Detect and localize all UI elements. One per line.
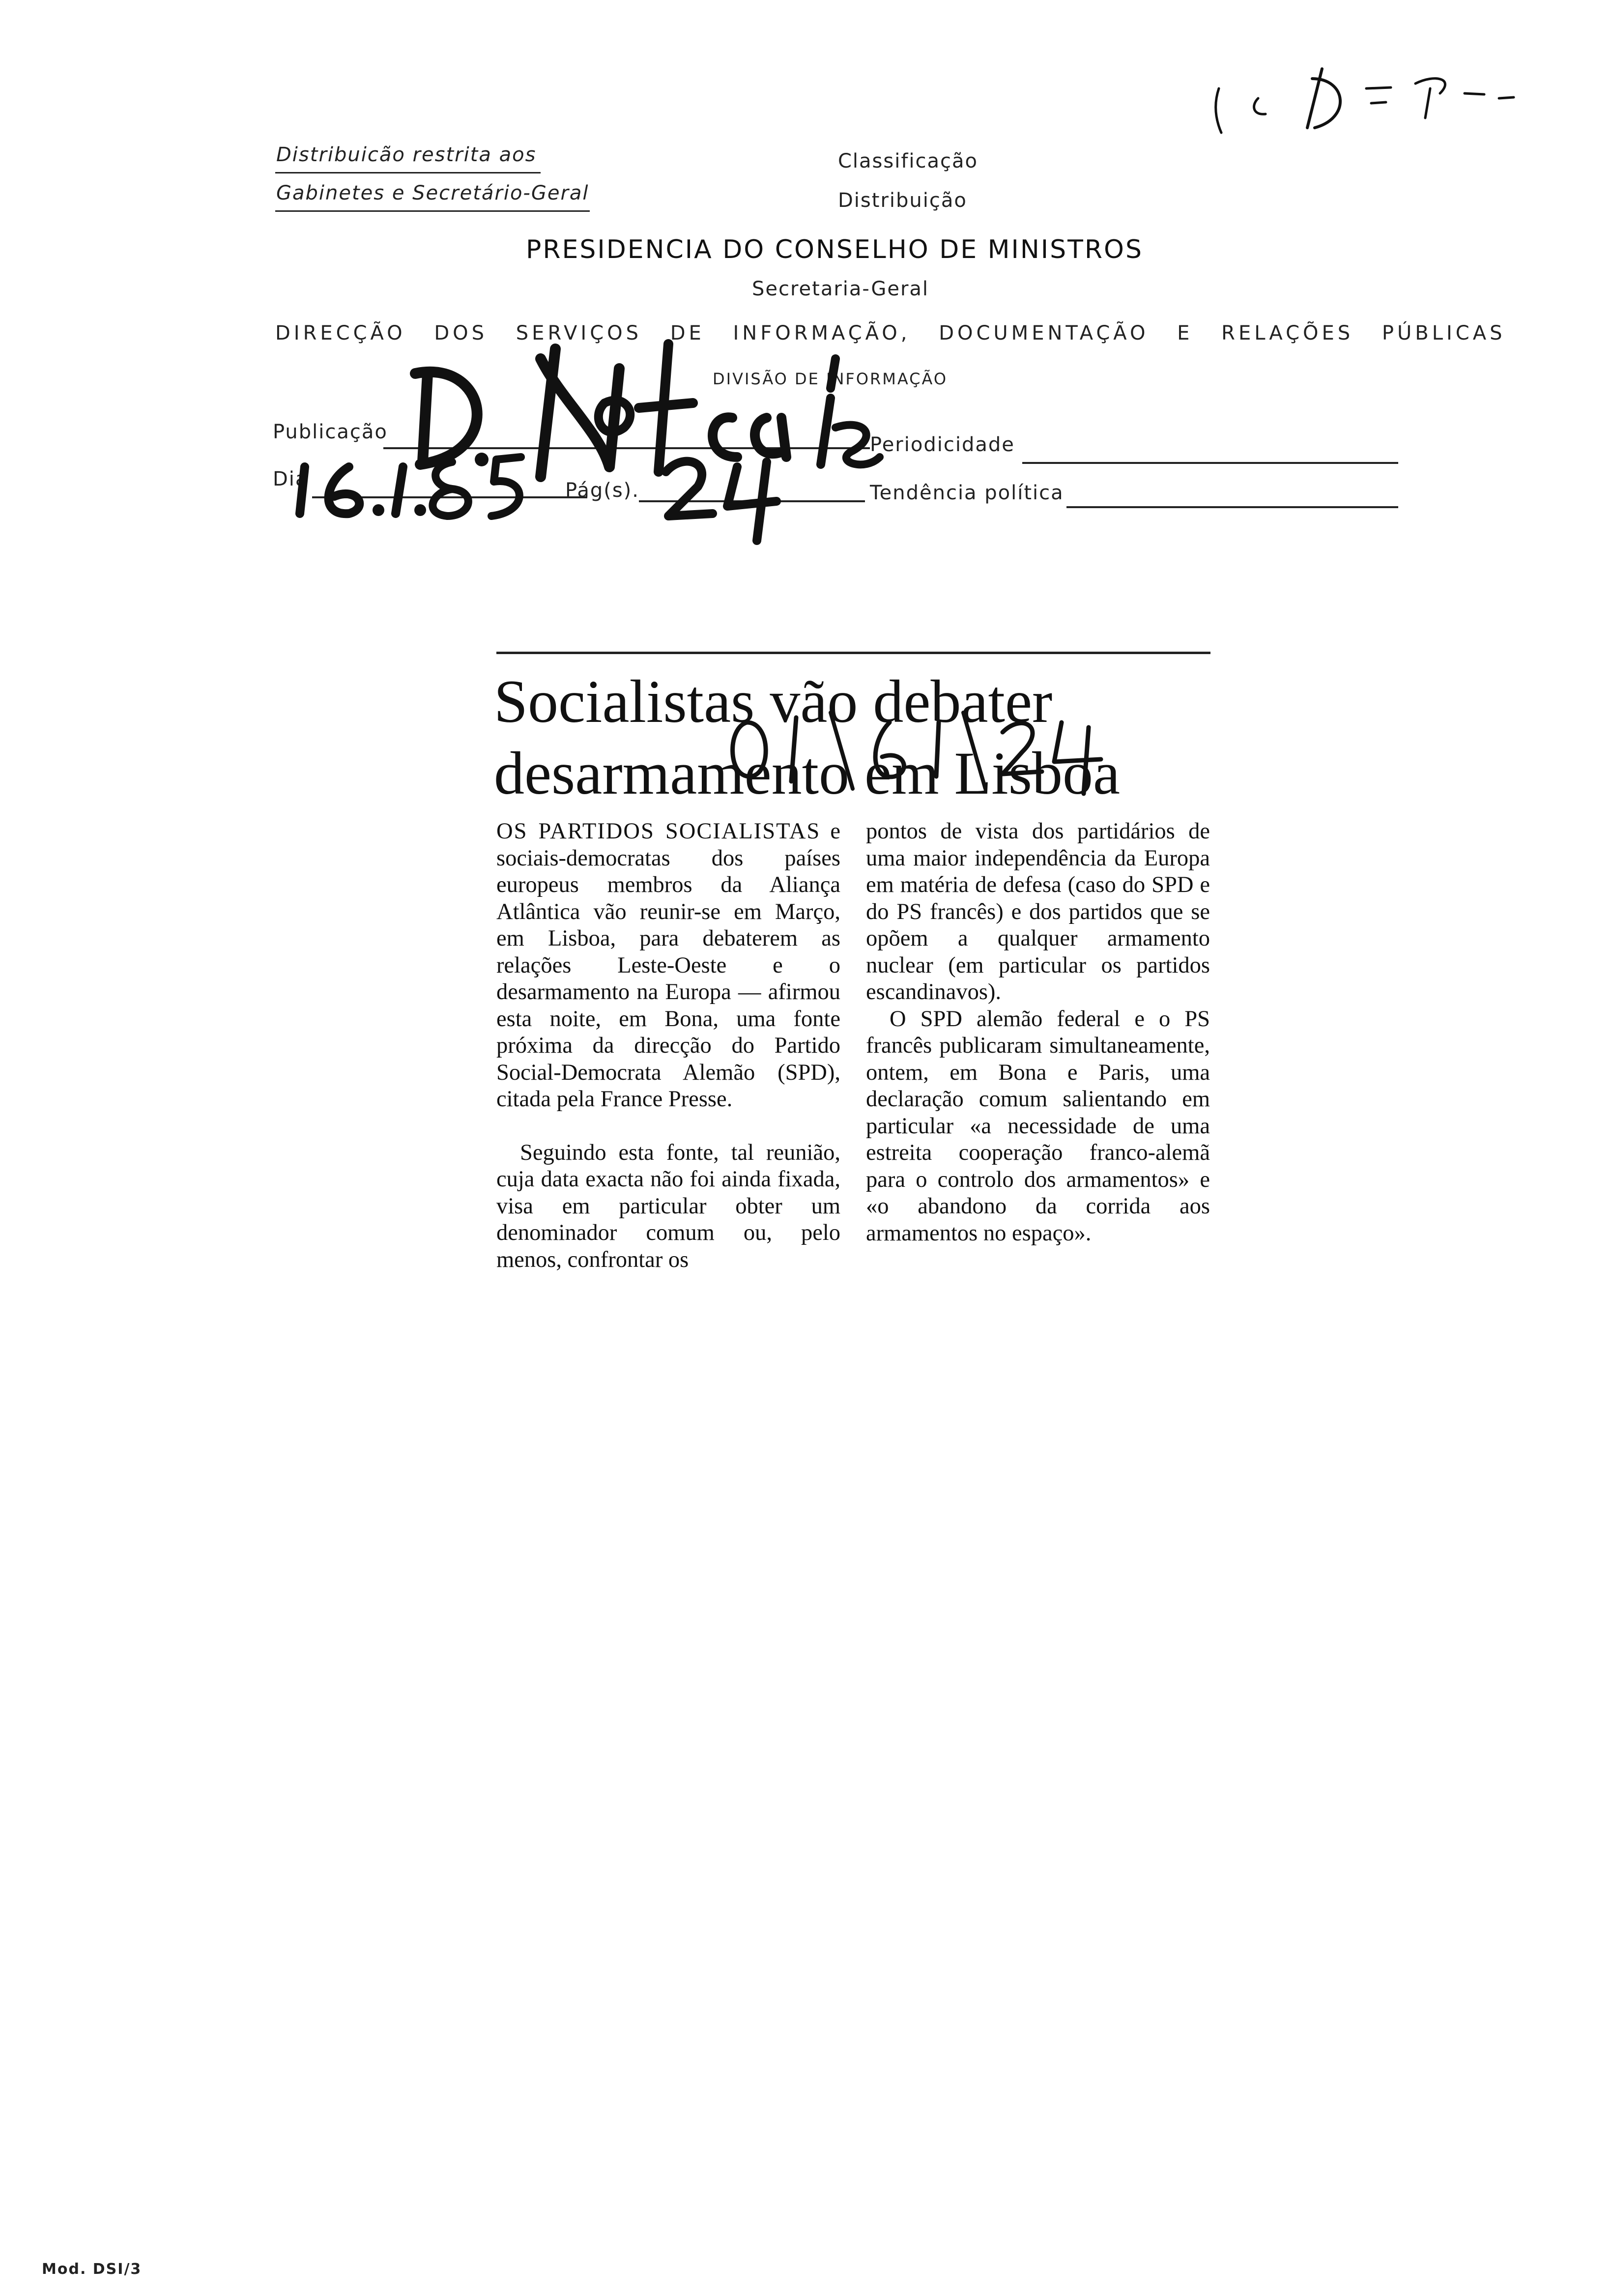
pags-label: Pág(s). [565, 479, 639, 502]
tendencia-field-line [1066, 506, 1398, 508]
column-1-paragraph-1-text: e sociais-democratas dos países europeus membros da Aliança Atlântica vão reunir-se em Março, em Lisboa, para debaterem as relações Leste-Oeste e o desarmamento na Europa — afirmou esta noite, em Bona, uma fonte próxima da direcção do Partido Social-Democrata Alemão (SPD), citada pela France Presse. [496, 819, 840, 1112]
division-line: DIVISÃO DE INFORMAÇÃO [713, 370, 948, 388]
form-code: Mod. DSI/3 [42, 2261, 142, 2278]
column-1-paragraph-1 [496, 818, 840, 1113]
publicacao-label: Publicação [273, 421, 388, 443]
handwritten-pages [659, 452, 786, 545]
distribuicao-label: Distribuição [838, 189, 967, 212]
distribution-underline-1 [275, 172, 541, 173]
headline-line-1: Socialistas vão debater [494, 668, 1053, 735]
article-column-1 [496, 818, 840, 1273]
distribution-line-2: Gabinetes e Secretário-Geral [276, 182, 589, 204]
distribution-line-1: Distribuicão restrita aos [276, 144, 537, 166]
handwritten-date [295, 452, 560, 526]
column-2-paragraph-1: pontos de vista dos partidários de uma maior independência da Europa em matéria de defesa (caso do SPD e do PS francês) e dos partidos que se opõem a qualquer armamento nuclear (em particular os partidos escandinavos). [866, 819, 1210, 1004]
periodicidade-field-line [1022, 462, 1398, 464]
lead-caps: OS PARTIDOS SOCIALISTAS [496, 819, 821, 844]
article-column-2 [866, 818, 1210, 1247]
periodicidade-label: Periodicidade [870, 433, 1015, 456]
directorate-line: DIRECÇÃO DOS SERVIÇOS DE INFORMAÇÃO, DOCUMENTAÇÃO E RELAÇÕES PÚBLICAS [275, 322, 1506, 344]
column-1-paragraph-2: Seguindo esta fonte, tal reunião, cuja data exacta não foi ainda fixada, visa em particular obter um denominador comum ou, pelo menos, confrontar os [496, 1140, 840, 1272]
headline-line-2: desarmamento em Lisboa [494, 740, 1121, 807]
tendencia-label: Tendência política [870, 482, 1064, 504]
organization-title: PRESIDENCIA DO CONSELHO DE MINISTROS [526, 235, 1143, 264]
distribution-underline-2 [275, 210, 590, 212]
column-2-paragraph-2: O SPD alemão federal e o PS francês publicaram simultaneamente, ontem, em Bona e Paris, uma declaração comum salientando em particular «a necessidade de uma estreita cooperação franco-alemã para o controlo dos armamentos» e «o abandono da corrida aos armamentos no espaço». [866, 1006, 1210, 1246]
article-top-rule [496, 652, 1210, 654]
handwritten-top-note [1209, 59, 1524, 147]
classificacao-label: Classificação [838, 150, 979, 172]
secretaria-geral: Secretaria-Geral [752, 278, 929, 300]
dia-label: Dia [273, 468, 309, 490]
handwritten-archive-code [727, 703, 1111, 796]
